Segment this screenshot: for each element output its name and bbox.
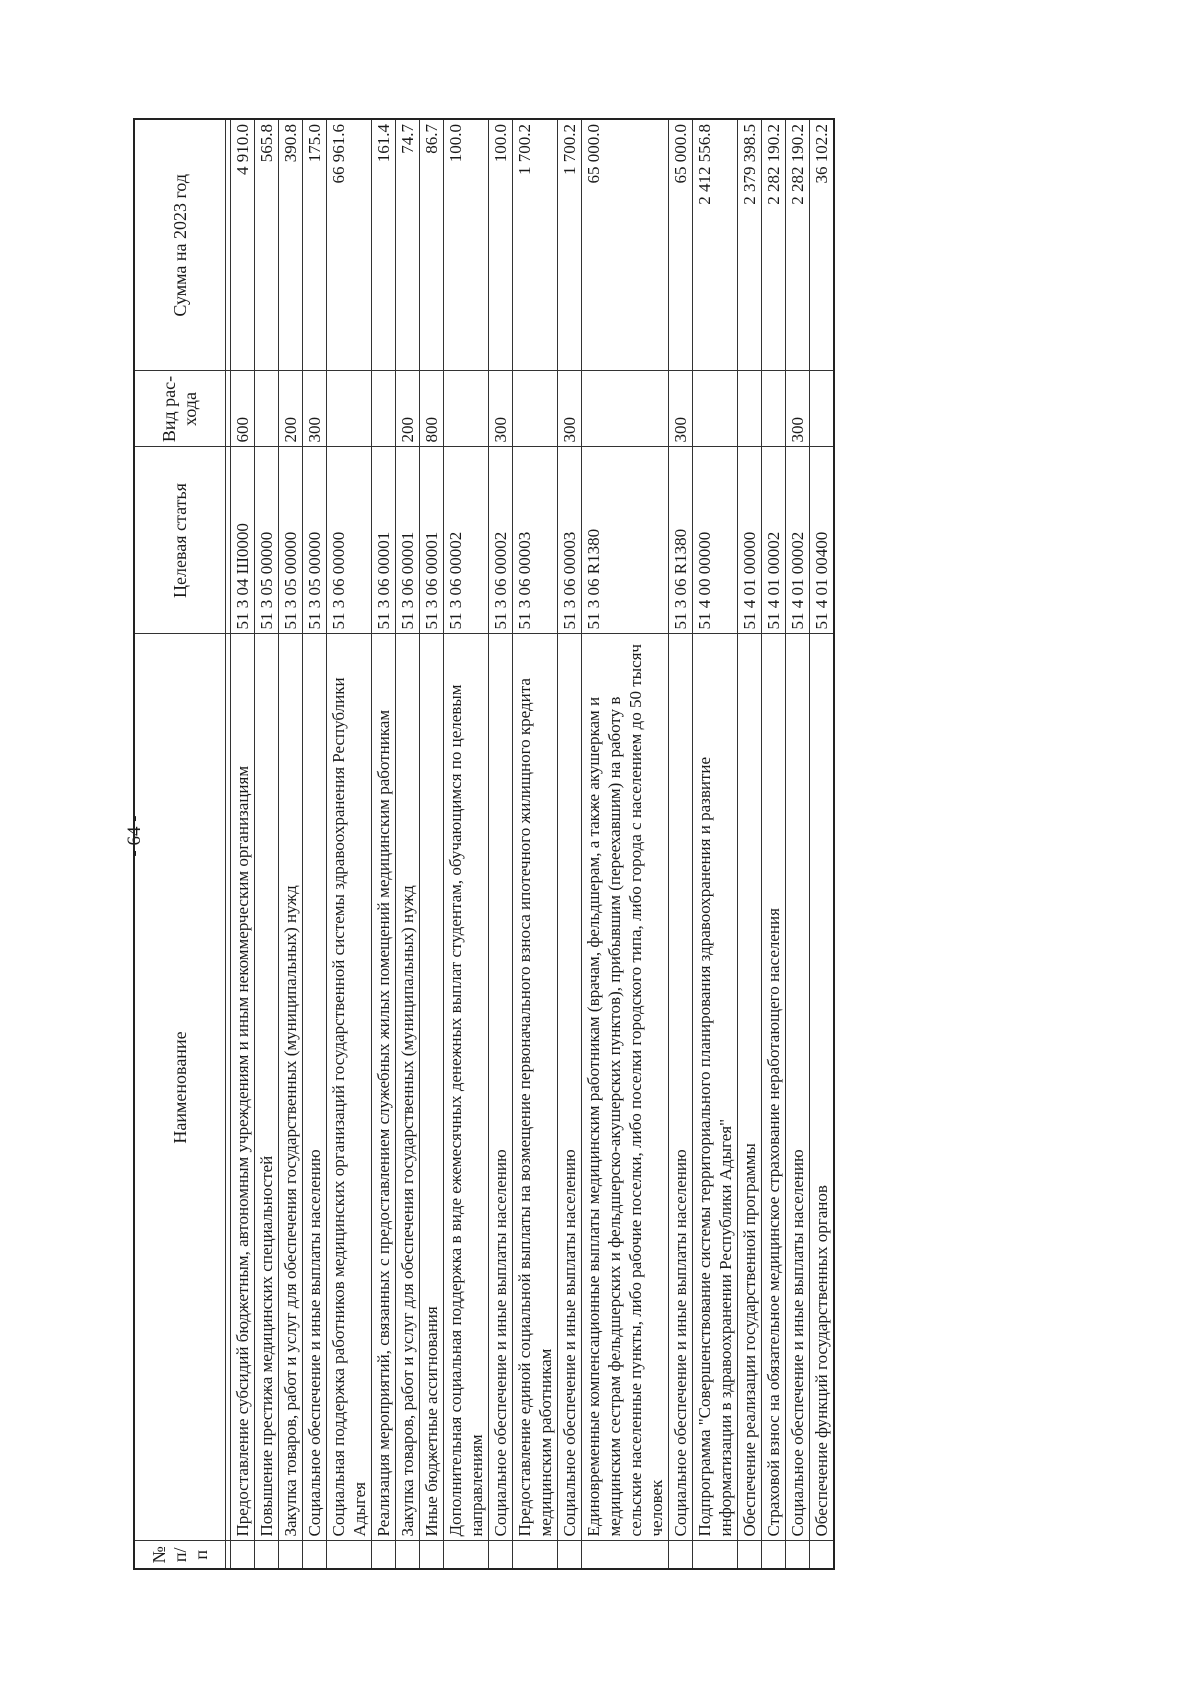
row-number <box>255 1541 279 1569</box>
row-amount: 66 961.6 <box>327 119 372 371</box>
row-target-article: 51 3 05 00000 <box>303 447 327 634</box>
table-row <box>303 119 327 1569</box>
table-row <box>231 119 255 1569</box>
row-amount: 36 102.2 <box>810 119 835 371</box>
row-number <box>669 1541 693 1569</box>
row-target-article: 51 3 06 00001 <box>372 447 396 634</box>
row-number <box>738 1541 762 1569</box>
row-amount: 65 000.0 <box>669 119 693 371</box>
row-amount: 1 700.2 <box>558 119 582 371</box>
row-expense-type <box>372 371 396 447</box>
row-target-article: 51 4 01 00002 <box>786 447 810 634</box>
table-row <box>279 119 303 1569</box>
row-expense-type: 200 <box>279 371 303 447</box>
table-row <box>738 119 762 1569</box>
row-expense-type: 300 <box>669 371 693 447</box>
row-name: Единовременные компенсационные выплаты медицинским работникам (врачам, фельдшерам, а также акушеркам и медицинским сестрам фельдшерских и фельдшерско-акушерских пунктов), прибывшим (переехавшим) на работу в сельские населенные пункты, либо рабочие поселки, либо поселки городского типа, либо города с населением до 50 тысяч человек <box>582 634 669 1541</box>
row-expense-type: 300 <box>786 371 810 447</box>
row-name: Социальное обеспечение и иные выплаты населению <box>303 634 327 1541</box>
row-target-article: 51 3 06 00002 <box>444 447 489 634</box>
row-amount: 4 910.0 <box>231 119 255 371</box>
row-name: Реализация мероприятий, связанных с предоставлением служебных жилых помещений медицинским работникам <box>372 634 396 1541</box>
row-name: Обеспечение реализации государственной программы <box>738 634 762 1541</box>
table-row <box>693 119 738 1569</box>
row-target-article: 51 4 00 00000 <box>693 447 738 634</box>
row-name: Повышение престижа медицинских специальностей <box>255 634 279 1541</box>
row-expense-type <box>738 371 762 447</box>
row-amount: 565.8 <box>255 119 279 371</box>
row-expense-type <box>582 371 669 447</box>
header-num: № п/п <box>134 1541 226 1569</box>
row-number <box>372 1541 396 1569</box>
budget-table <box>133 118 835 1570</box>
row-expense-type: 200 <box>396 371 420 447</box>
row-expense-type: 300 <box>303 371 327 447</box>
row-target-article: 51 3 06 R1380 <box>582 447 669 634</box>
table-row <box>762 119 786 1569</box>
table-row <box>669 119 693 1569</box>
row-amount: 100.0 <box>489 119 513 371</box>
row-amount: 65 000.0 <box>582 119 669 371</box>
row-number <box>444 1541 489 1569</box>
row-expense-type <box>327 371 372 447</box>
row-expense-type <box>762 371 786 447</box>
table-row <box>513 119 558 1569</box>
row-name: Страховой взнос на обязательное медицинское страхование неработающего населения <box>762 634 786 1541</box>
row-number <box>786 1541 810 1569</box>
table-row <box>810 119 835 1569</box>
row-name: Подпрограмма "Совершенствование системы территориального планирования здравоохранения и развитие информатизации в здравоохранении Республики Адыгея" <box>693 634 738 1541</box>
row-target-article: 51 4 01 00002 <box>762 447 786 634</box>
row-amount: 100.0 <box>444 119 489 371</box>
row-amount: 2 282 190.2 <box>786 119 810 371</box>
table-row <box>372 119 396 1569</box>
row-number <box>279 1541 303 1569</box>
row-name: Социальная поддержка работников медицинских организаций государственной системы здравоохранения Республики Адыгея <box>327 634 372 1541</box>
row-target-article: 51 3 05 00000 <box>279 447 303 634</box>
table-row <box>786 119 810 1569</box>
row-amount: 2 282 190.2 <box>762 119 786 371</box>
row-name: Социальное обеспечение и иные выплаты населению <box>669 634 693 1541</box>
row-name: Обеспечение функций государственных органов <box>810 634 835 1541</box>
table-body <box>231 119 835 1569</box>
row-target-article: 51 3 04 Ш0000 <box>231 447 255 634</box>
row-amount: 161.4 <box>372 119 396 371</box>
row-name: Закупка товаров, работ и услуг для обеспечения государственных (муниципальных) нужд <box>279 634 303 1541</box>
row-number <box>810 1541 835 1569</box>
row-number <box>327 1541 372 1569</box>
row-number <box>489 1541 513 1569</box>
row-target-article: 51 3 06 00003 <box>513 447 558 634</box>
row-number <box>513 1541 558 1569</box>
header-type: Вид рас-хода <box>134 371 226 447</box>
table-row <box>327 119 372 1569</box>
row-expense-type <box>693 371 738 447</box>
row-target-article: 51 3 06 00001 <box>420 447 444 634</box>
row-target-article: 51 3 06 00002 <box>489 447 513 634</box>
table-row <box>420 119 444 1569</box>
row-amount: 1 700.2 <box>513 119 558 371</box>
row-expense-type <box>810 371 835 447</box>
row-target-article: 51 4 01 00400 <box>810 447 835 634</box>
row-expense-type: 300 <box>558 371 582 447</box>
row-expense-type <box>255 371 279 447</box>
row-name: Закупка товаров, работ и услуг для обеспечения государственных (муниципальных) нужд <box>396 634 420 1541</box>
row-amount: 74.7 <box>396 119 420 371</box>
table-header-row <box>134 119 226 1569</box>
row-number <box>420 1541 444 1569</box>
table-row <box>444 119 489 1569</box>
row-name: Социальное обеспечение и иные выплаты населению <box>558 634 582 1541</box>
row-amount: 390.8 <box>279 119 303 371</box>
row-expense-type <box>513 371 558 447</box>
page-number: - 64 - <box>124 815 145 857</box>
table-row <box>255 119 279 1569</box>
row-expense-type: 600 <box>231 371 255 447</box>
row-number <box>762 1541 786 1569</box>
header-amount: Сумма на 2023 год <box>134 119 226 371</box>
header-target: Целевая статья <box>134 447 226 634</box>
row-target-article: 51 3 06 00001 <box>396 447 420 634</box>
row-name: Предоставление субсидий бюджетным, автономным учреждениям и иным некоммерческим организациям <box>231 634 255 1541</box>
table-row <box>558 119 582 1569</box>
row-amount: 2 412 556.8 <box>693 119 738 371</box>
row-number <box>303 1541 327 1569</box>
row-expense-type: 800 <box>420 371 444 447</box>
row-name: Дополнительная социальная поддержка в виде ежемесячных денежных выплат студентам, обучающимся по целевым направлениям <box>444 634 489 1541</box>
row-target-article: 51 3 06 00000 <box>327 447 372 634</box>
budget-table-container <box>133 120 1037 1570</box>
row-name: Иные бюджетные ассигнования <box>420 634 444 1541</box>
row-amount: 2 379 398.5 <box>738 119 762 371</box>
row-target-article: 51 3 06 00003 <box>558 447 582 634</box>
table-row <box>489 119 513 1569</box>
row-amount: 86.7 <box>420 119 444 371</box>
row-target-article: 51 4 01 00000 <box>738 447 762 634</box>
row-number <box>396 1541 420 1569</box>
row-name: Предоставление единой социальной выплаты на возмещение первоначального взноса ипотечного жилищного кредита медицинским работникам <box>513 634 558 1541</box>
row-target-article: 51 3 06 R1380 <box>669 447 693 634</box>
header-name: Наименование <box>134 634 226 1541</box>
row-expense-type <box>444 371 489 447</box>
row-number <box>231 1541 255 1569</box>
row-expense-type: 300 <box>489 371 513 447</box>
table-row <box>582 119 669 1569</box>
row-number <box>558 1541 582 1569</box>
row-name: Социальное обеспечение и иные выплаты населению <box>786 634 810 1541</box>
row-number <box>693 1541 738 1569</box>
table-row <box>396 119 420 1569</box>
row-target-article: 51 3 05 00000 <box>255 447 279 634</box>
row-name: Социальное обеспечение и иные выплаты населению <box>489 634 513 1541</box>
row-amount: 175.0 <box>303 119 327 371</box>
row-number <box>582 1541 669 1569</box>
